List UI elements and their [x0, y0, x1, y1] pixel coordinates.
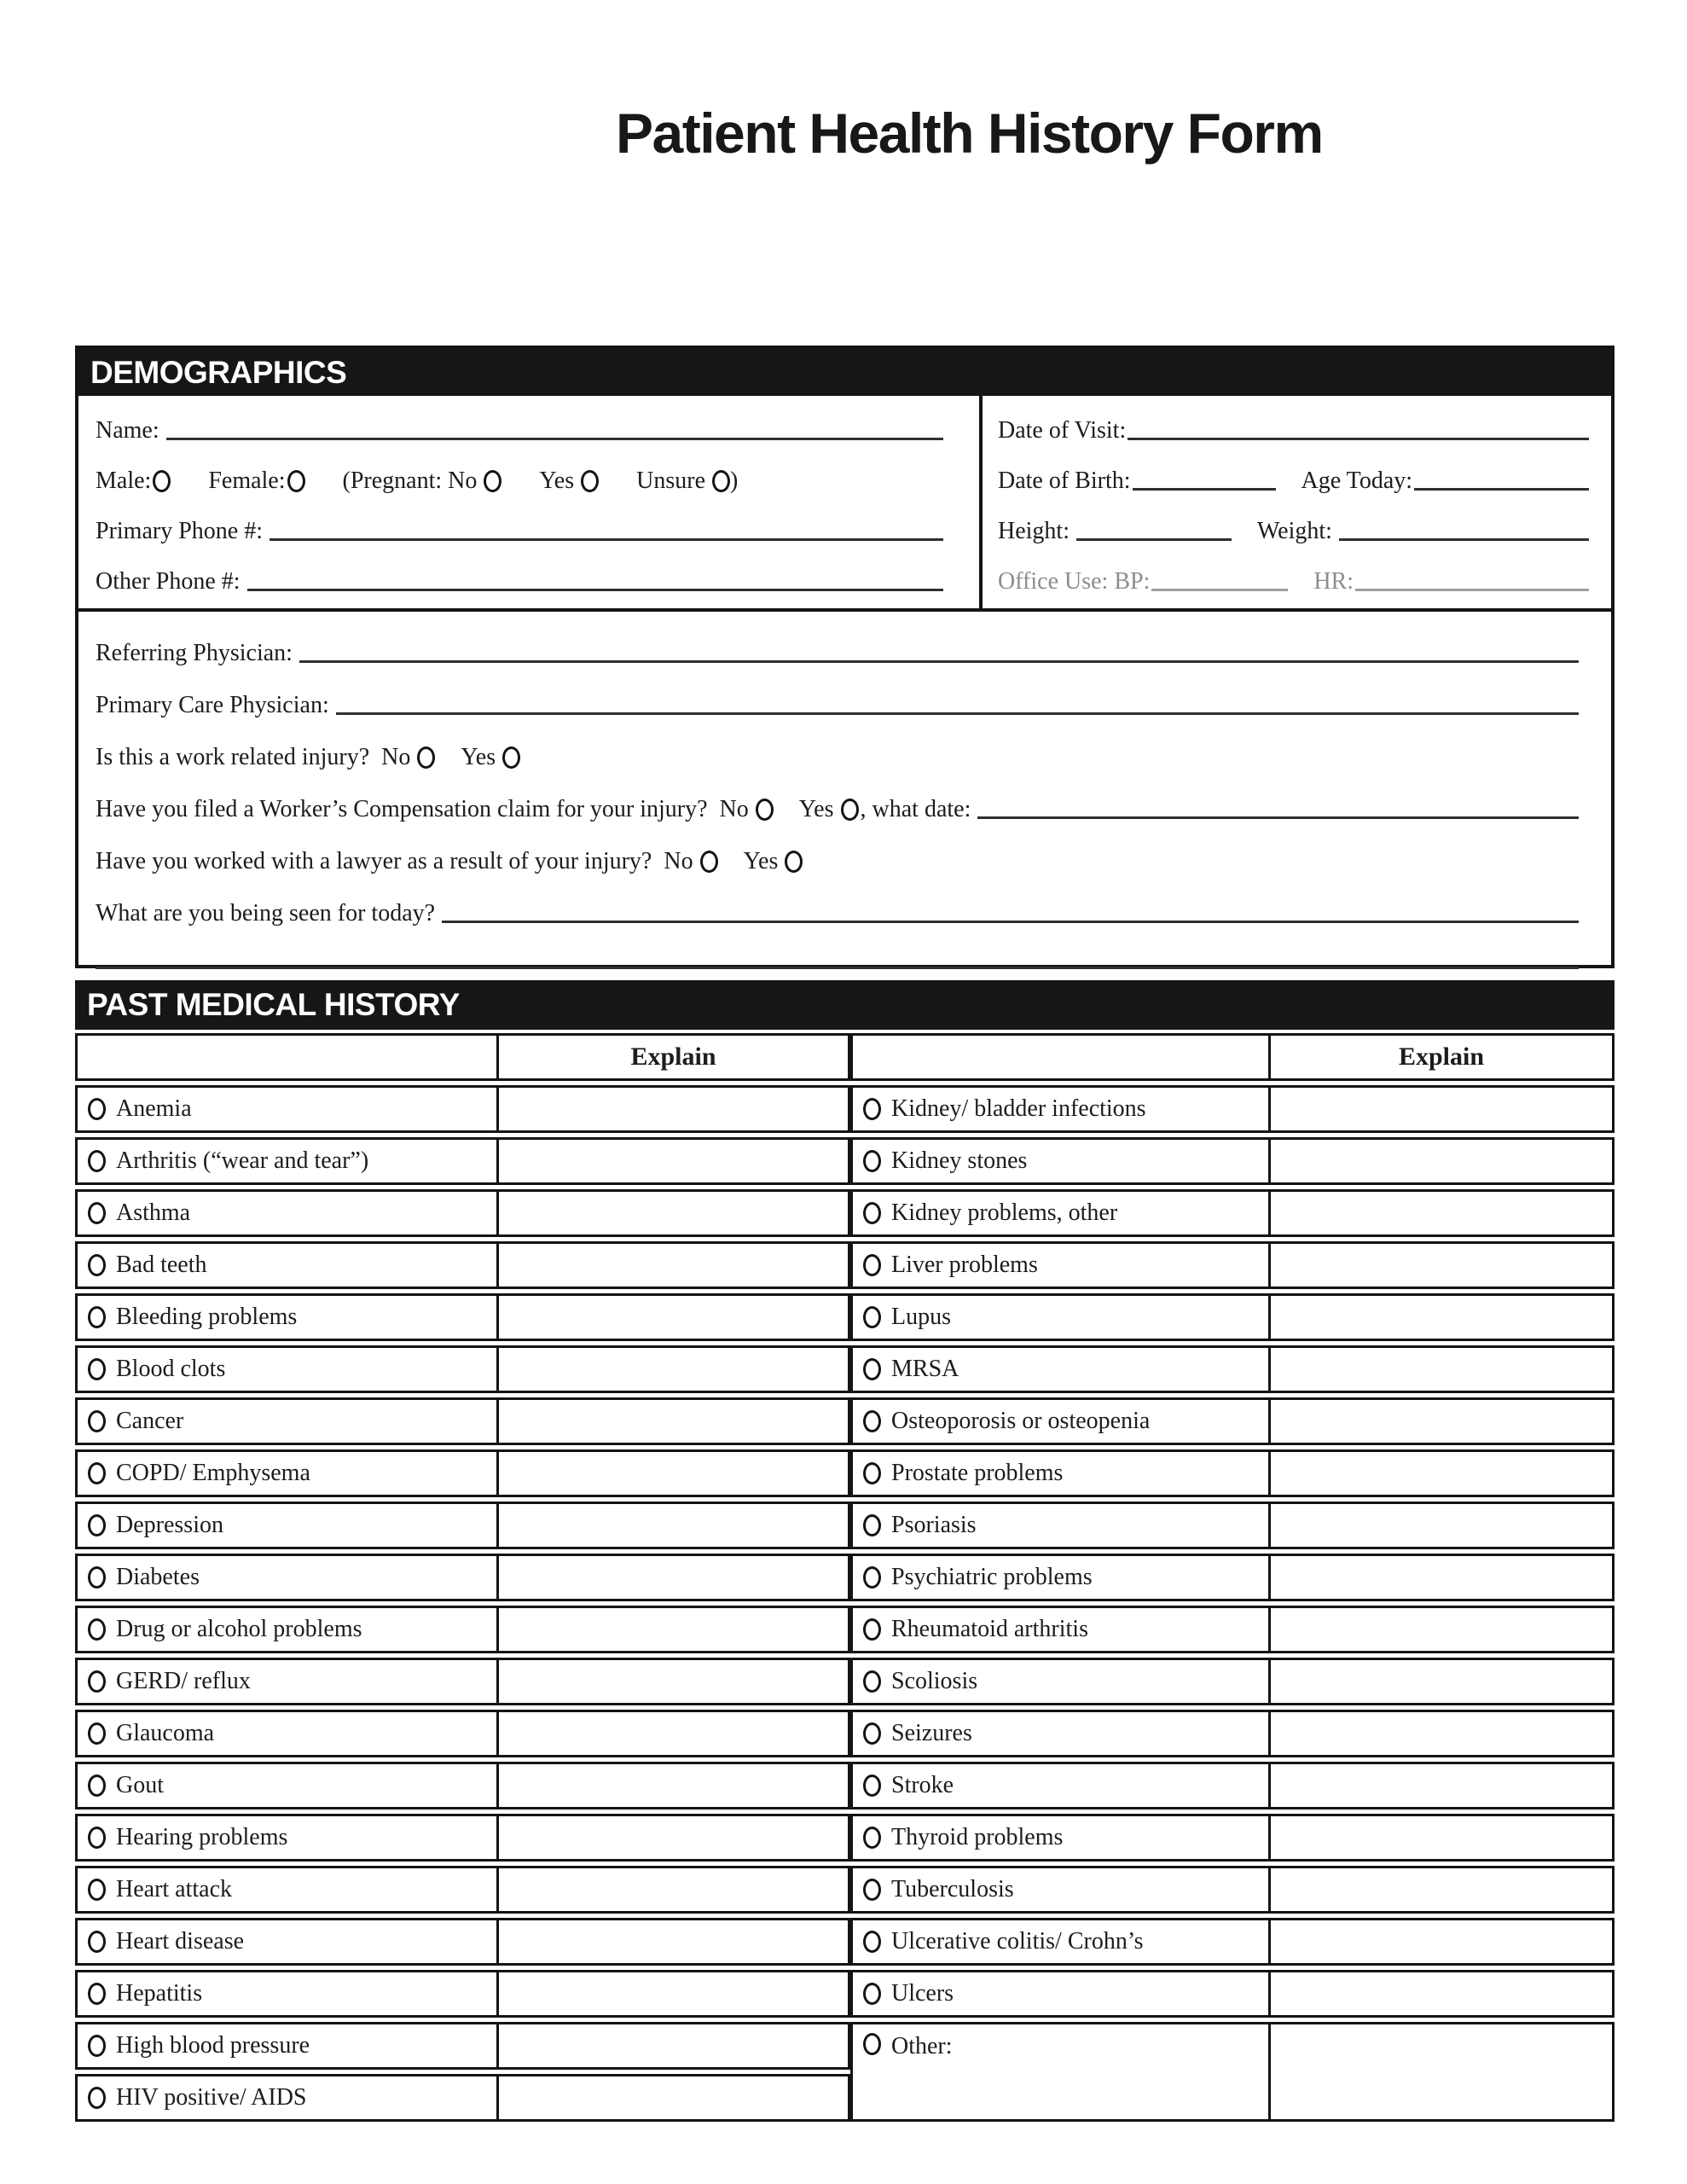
condition-radio-icon[interactable]: [863, 1983, 881, 2005]
name-label: Name:: [96, 417, 159, 444]
pregnant-unsure-radio-icon[interactable]: [712, 470, 730, 492]
pmh-row: [850, 1970, 1615, 2018]
condition-label: High blood pressure: [116, 2032, 310, 2059]
condition-cell: [78, 1868, 499, 1911]
explain-cell[interactable]: [499, 2077, 848, 2119]
workers-comp-row: [96, 778, 1579, 830]
condition-cell: [853, 1452, 1271, 1495]
demographics-section: [75, 346, 1615, 968]
pmh-row: [75, 1762, 850, 1809]
condition-label: Asthma: [116, 1199, 191, 1226]
explain-cell[interactable]: [499, 1088, 848, 1130]
condition-cell: [78, 1920, 499, 1963]
explain-cell[interactable]: [1271, 1764, 1612, 1807]
condition-radio-icon[interactable]: [88, 1254, 106, 1276]
explain-cell[interactable]: [1271, 1244, 1612, 1287]
work-injury-no-label: No: [381, 744, 411, 770]
condition-label: GERD/ reflux: [116, 1668, 251, 1694]
condition-radio-icon[interactable]: [88, 1983, 106, 2005]
explain-cell[interactable]: [1271, 1452, 1612, 1495]
condition-radio-icon[interactable]: [88, 2087, 106, 2109]
condition-header-cell: [78, 1036, 499, 1078]
date-of-visit-input-line[interactable]: [1128, 438, 1589, 440]
pmh-row: [850, 1137, 1615, 1185]
condition-radio-icon[interactable]: [88, 1514, 106, 1536]
condition-cell: [78, 1244, 499, 1287]
pmh-row: [850, 1449, 1615, 1497]
condition-header-cell: [853, 1036, 1271, 1078]
condition-radio-icon[interactable]: [88, 1931, 106, 1953]
explain-cell[interactable]: [1271, 1712, 1612, 1755]
pmh-row: [75, 1137, 850, 1185]
condition-label: Ulcerative colitis/ Crohn’s: [891, 1928, 1144, 1955]
condition-label: Blood clots: [116, 1356, 226, 1382]
pmh-row: [850, 1606, 1615, 1653]
pregnant-no-radio-icon[interactable]: [484, 470, 501, 492]
condition-label: Depression: [116, 1512, 223, 1538]
explain-cell[interactable]: [1271, 1972, 1612, 2015]
explain-cell[interactable]: [1271, 1348, 1612, 1391]
dob-age-row: [998, 451, 1589, 502]
pmh-right-half: [850, 1033, 1615, 2122]
primary-care-physician-label: Primary Care Physician:: [96, 692, 329, 718]
page-title: Patient Health History Form: [616, 102, 1323, 165]
explain-cell[interactable]: [499, 1400, 848, 1443]
work-injury-question: Is this a work related injury?: [96, 744, 370, 770]
condition-label: Glaucoma: [116, 1720, 215, 1746]
condition-label: Cancer: [116, 1408, 184, 1434]
condition-label: Hearing problems: [116, 1824, 288, 1850]
female-label: Female:: [208, 468, 286, 494]
explain-cell[interactable]: [499, 1764, 848, 1807]
demographics-right-column: [983, 396, 1611, 608]
condition-cell: [78, 1296, 499, 1339]
pmh-left-half: [75, 1033, 850, 2122]
pmh-row: [850, 1762, 1615, 1809]
condition-label: Heart attack: [116, 1876, 233, 1902]
condition-radio-icon[interactable]: [863, 1202, 881, 1224]
pmh-row: [75, 1866, 850, 1914]
condition-label: Thyroid problems: [891, 1824, 1064, 1850]
condition-cell: [853, 1088, 1271, 1130]
condition-label: MRSA: [891, 1356, 959, 1382]
explain-cell[interactable]: [499, 1712, 848, 1755]
weight-input-line[interactable]: [1339, 538, 1589, 541]
male-label: Male:: [96, 468, 152, 494]
date-of-visit-row: [998, 401, 1589, 451]
condition-cell: [853, 1244, 1271, 1287]
primary-phone-label: Primary Phone #:: [96, 518, 263, 544]
condition-radio-icon[interactable]: [863, 1254, 881, 1276]
pmh-row: [850, 1918, 1615, 1966]
condition-radio-icon[interactable]: [863, 1462, 881, 1484]
condition-radio-icon[interactable]: [88, 1566, 106, 1589]
condition-radio-icon[interactable]: [863, 1618, 881, 1641]
condition-cell: [853, 1712, 1271, 1755]
condition-radio-icon[interactable]: [88, 1827, 106, 1849]
name-input-line[interactable]: [166, 438, 943, 440]
demographics-header-bar: DEMOGRAPHICS: [78, 349, 1611, 396]
pmh-row: [850, 1710, 1615, 1757]
explain-cell[interactable]: [1271, 2024, 1612, 2119]
pmh-row: [75, 1293, 850, 1341]
seen-today-input-line[interactable]: [442, 921, 1579, 923]
pmh-row: [850, 1814, 1615, 1862]
condition-label: Psoriasis: [891, 1512, 977, 1538]
condition-cell: [853, 1608, 1271, 1651]
pregnant-yes-radio-icon[interactable]: [581, 470, 599, 492]
demographics-top-grid: [78, 396, 1611, 612]
condition-cell: [853, 1556, 1271, 1599]
other-phone-input-line[interactable]: [247, 589, 943, 591]
condition-cell: [853, 1192, 1271, 1234]
condition-radio-icon[interactable]: [88, 1618, 106, 1641]
bp-input-line[interactable]: [1151, 589, 1288, 591]
pmh-row: [75, 1449, 850, 1497]
pmh-row: [75, 2074, 850, 2122]
pmh-row: [75, 1658, 850, 1705]
pmh-row: [850, 1189, 1615, 1237]
seen-today-row: [96, 882, 1579, 934]
explain-cell[interactable]: [499, 1972, 848, 2015]
condition-radio-icon[interactable]: [88, 1098, 106, 1120]
condition-cell: [853, 1764, 1271, 1807]
other-phone-label: Other Phone #:: [96, 568, 241, 595]
pmh-left-header-row: [75, 1033, 850, 1081]
condition-label: Rheumatoid arthritis: [891, 1616, 1088, 1642]
lawyer-question: Have you worked with a lawyer as a result of your injury?: [96, 848, 652, 874]
condition-label: Drug or alcohol problems: [116, 1616, 362, 1642]
height-input-line[interactable]: [1076, 538, 1232, 541]
condition-cell: [78, 1192, 499, 1234]
condition-label: Bad teeth: [116, 1252, 207, 1278]
female-radio-icon[interactable]: [287, 470, 305, 492]
condition-label: Heart disease: [116, 1928, 245, 1955]
lawyer-yes-radio-icon[interactable]: [785, 851, 803, 873]
condition-label: Anemia: [116, 1095, 192, 1122]
pmh-row: [850, 1866, 1615, 1914]
pmh-row: [75, 1085, 850, 1133]
explain-cell[interactable]: [1271, 1868, 1612, 1911]
work-injury-yes-radio-icon[interactable]: [502, 746, 520, 769]
past-medical-table: [75, 1033, 1615, 2122]
explain-cell[interactable]: [499, 1660, 848, 1703]
other-phone-row: [96, 552, 943, 602]
weight-label: Weight:: [1257, 518, 1332, 544]
seen-today-question: What are you being seen for today?: [96, 900, 436, 926]
pmh-right-header-row: [850, 1033, 1615, 1081]
condition-cell: [78, 2024, 499, 2067]
explain-cell[interactable]: [1271, 1556, 1612, 1599]
referring-physician-input-line[interactable]: [299, 660, 1579, 663]
explain-cell[interactable]: [1271, 1400, 1612, 1443]
condition-radio-icon[interactable]: [863, 1306, 881, 1328]
height-weight-row: [998, 502, 1589, 552]
pmh-row: [850, 1293, 1615, 1341]
primary-care-physician-row: [96, 674, 1579, 726]
condition-label: Prostate problems: [891, 1460, 1064, 1486]
pmh-row: [75, 1606, 850, 1653]
office-use-row: [998, 552, 1589, 602]
condition-radio-icon[interactable]: [863, 1879, 881, 1901]
condition-cell: [853, 1816, 1271, 1859]
explain-cell[interactable]: [1271, 1660, 1612, 1703]
condition-cell: [78, 1712, 499, 1755]
condition-cell: [78, 2077, 499, 2119]
condition-radio-icon[interactable]: [88, 1202, 106, 1224]
workers-comp-no-radio-icon[interactable]: [756, 799, 774, 821]
condition-label: Bleeding problems: [116, 1304, 298, 1330]
pmh-row: [75, 1345, 850, 1393]
condition-cell: [78, 1660, 499, 1703]
pmh-row: [75, 1189, 850, 1237]
date-of-birth-input-line[interactable]: [1133, 488, 1276, 491]
explain-cell[interactable]: [1271, 1504, 1612, 1547]
condition-radio-icon[interactable]: [863, 1670, 881, 1693]
condition-radio-icon[interactable]: [88, 1722, 106, 1745]
office-use-bp-label: Office Use: BP:: [998, 568, 1151, 595]
explain-cell[interactable]: [499, 1816, 848, 1859]
pmh-row: [75, 1710, 850, 1757]
work-injury-yes-label: Yes: [461, 744, 496, 770]
lawyer-yes-label: Yes: [743, 848, 779, 874]
condition-cell: [78, 1400, 499, 1443]
condition-radio-icon[interactable]: [88, 1879, 106, 1901]
pregnant-unsure-label: Unsure: [636, 468, 705, 494]
condition-radio-icon[interactable]: [88, 1410, 106, 1432]
workers-comp-yes-label: Yes: [798, 796, 834, 822]
condition-cell: [853, 1660, 1271, 1703]
condition-cell: [78, 1608, 499, 1651]
explain-cell[interactable]: [499, 1244, 848, 1287]
height-label: Height:: [998, 518, 1070, 544]
explain-cell[interactable]: [499, 2024, 848, 2067]
condition-label: Diabetes: [116, 1564, 200, 1590]
condition-label: Stroke: [891, 1772, 954, 1798]
explain-cell[interactable]: [1271, 1296, 1612, 1339]
condition-radio-icon[interactable]: [863, 1827, 881, 1849]
condition-cell: [853, 1920, 1271, 1963]
past-medical-header-bar: PAST MEDICAL HISTORY: [75, 980, 1615, 1030]
pmh-row: [75, 1241, 850, 1289]
condition-cell: [78, 1452, 499, 1495]
explain-cell[interactable]: [499, 1192, 848, 1234]
condition-label: Lupus: [891, 1304, 951, 1330]
work-injury-no-radio-icon[interactable]: [417, 746, 435, 769]
condition-radio-icon[interactable]: [88, 1150, 106, 1172]
condition-cell: [78, 1816, 499, 1859]
condition-radio-icon[interactable]: [863, 1150, 881, 1172]
seen-today-extra-line[interactable]: [96, 967, 1579, 969]
pmh-row: [850, 1085, 1615, 1133]
condition-label: Other:: [891, 2033, 953, 2059]
condition-cell: [78, 1088, 499, 1130]
explain-header: Explain: [1398, 1043, 1485, 1071]
pmh-row: [75, 1970, 850, 2018]
condition-cell: [78, 1140, 499, 1182]
condition-label: Kidney stones: [891, 1147, 1028, 1174]
condition-label: Kidney/ bladder infections: [891, 1095, 1146, 1122]
condition-radio-icon[interactable]: [88, 1306, 106, 1328]
sex-row: [96, 451, 943, 502]
condition-label: Liver problems: [891, 1252, 1038, 1278]
what-date-label: , what date:: [860, 796, 971, 822]
condition-cell: [853, 1400, 1271, 1443]
explain-cell[interactable]: [499, 1504, 848, 1547]
pmh-row: [850, 1502, 1615, 1549]
condition-radio-icon[interactable]: [863, 1098, 881, 1120]
explain-cell[interactable]: [1271, 1192, 1612, 1234]
condition-cell: [78, 1504, 499, 1547]
condition-radio-icon[interactable]: [863, 1931, 881, 1953]
lawyer-no-radio-icon[interactable]: [700, 851, 718, 873]
condition-label: Osteoporosis or osteopenia: [891, 1408, 1151, 1434]
explain-cell[interactable]: [499, 1920, 848, 1963]
pmh-row: [75, 1918, 850, 1966]
primary-phone-input-line[interactable]: [270, 538, 943, 541]
workers-comp-no-label: No: [719, 796, 749, 822]
age-today-input-line[interactable]: [1414, 488, 1589, 491]
referring-physician-row: [96, 622, 1579, 674]
condition-cell: [78, 1764, 499, 1807]
condition-cell: [853, 1972, 1271, 2015]
seen-today-extra-row: [96, 948, 1579, 973]
pmh-row: [75, 1502, 850, 1549]
pmh-row: [850, 1345, 1615, 1393]
condition-cell: [853, 1296, 1271, 1339]
condition-label: Psychiatric problems: [891, 1564, 1093, 1590]
condition-label: Seizures: [891, 1720, 972, 1746]
pregnant-close-paren: ): [730, 468, 739, 494]
condition-cell: [853, 2024, 1271, 2119]
explain-cell[interactable]: [499, 1608, 848, 1651]
date-of-birth-label: Date of Birth:: [998, 468, 1131, 494]
condition-radio-icon[interactable]: [863, 2033, 881, 2055]
explain-cell[interactable]: [499, 1296, 848, 1339]
explain-cell[interactable]: [1271, 1140, 1612, 1182]
pmh-row: [850, 1658, 1615, 1705]
past-medical-history-section: [75, 980, 1615, 2122]
pregnant-yes-label: Yes: [539, 468, 575, 494]
lawyer-no-label: No: [664, 848, 693, 874]
condition-label: Ulcers: [891, 1980, 954, 2007]
explain-cell[interactable]: [499, 1556, 848, 1599]
condition-label: HIV positive/ AIDS: [116, 2084, 307, 2111]
condition-radio-icon[interactable]: [863, 1410, 881, 1432]
explain-cell[interactable]: [1271, 1816, 1612, 1859]
lawyer-row: [96, 830, 1579, 882]
demographics-questions: [78, 612, 1611, 973]
name-row: [96, 401, 943, 451]
condition-cell: [853, 1868, 1271, 1911]
pmh-row: [850, 2022, 1615, 2122]
explain-cell[interactable]: [499, 1348, 848, 1391]
pmh-row: [75, 1397, 850, 1445]
condition-radio-icon[interactable]: [88, 1358, 106, 1380]
primary-phone-row: [96, 502, 943, 552]
explain-cell[interactable]: [1271, 1608, 1612, 1651]
workers-comp-yes-radio-icon[interactable]: [841, 799, 859, 821]
workers-comp-question: Have you filed a Worker’s Compensation claim for your injury?: [96, 796, 708, 822]
date-of-visit-label: Date of Visit:: [998, 417, 1127, 444]
condition-label: Tuberculosis: [891, 1876, 1014, 1902]
condition-label: Kidney problems, other: [891, 1199, 1118, 1226]
condition-radio-icon[interactable]: [863, 1722, 881, 1745]
what-date-input-line[interactable]: [977, 816, 1579, 819]
explain-cell[interactable]: [1271, 1920, 1612, 1963]
condition-cell: [853, 1140, 1271, 1182]
explain-cell[interactable]: [499, 1140, 848, 1182]
explain-cell[interactable]: [499, 1868, 848, 1911]
referring-physician-label: Referring Physician:: [96, 640, 293, 666]
condition-label: Hepatitis: [116, 1980, 203, 2007]
condition-cell: [853, 1504, 1271, 1547]
explain-cell[interactable]: [1271, 1088, 1612, 1130]
pmh-row: [75, 2022, 850, 2070]
condition-radio-icon[interactable]: [88, 1670, 106, 1693]
condition-cell: [78, 1556, 499, 1599]
work-injury-row: [96, 726, 1579, 778]
condition-radio-icon[interactable]: [88, 1462, 106, 1484]
condition-cell: [853, 1348, 1271, 1391]
male-radio-icon[interactable]: [153, 470, 171, 492]
pmh-row: [850, 1397, 1615, 1445]
condition-radio-icon[interactable]: [863, 1774, 881, 1797]
age-today-label: Age Today:: [1301, 468, 1413, 494]
pmh-row: [850, 1554, 1615, 1601]
condition-radio-icon[interactable]: [88, 2035, 106, 2057]
condition-label: COPD/ Emphysema: [116, 1460, 310, 1486]
explain-cell[interactable]: [499, 1452, 848, 1495]
demographics-left-column: [78, 396, 983, 608]
condition-label: Scoliosis: [891, 1668, 978, 1694]
condition-label: Arthritis (“wear and tear”): [116, 1147, 369, 1174]
pmh-row: [75, 1814, 850, 1862]
pmh-row: [75, 1554, 850, 1601]
hr-label: HR:: [1313, 568, 1354, 595]
primary-care-physician-input-line[interactable]: [336, 712, 1579, 715]
pregnant-label: (Pregnant: No: [342, 468, 478, 494]
condition-radio-icon[interactable]: [863, 1566, 881, 1589]
pmh-row: [850, 1241, 1615, 1289]
explain-header: Explain: [630, 1043, 716, 1071]
condition-cell: [78, 1972, 499, 2015]
condition-label: Gout: [116, 1772, 164, 1798]
condition-radio-icon[interactable]: [863, 1358, 881, 1380]
condition-cell: [78, 1348, 499, 1391]
condition-radio-icon[interactable]: [88, 1774, 106, 1797]
hr-input-line[interactable]: [1355, 589, 1589, 591]
condition-radio-icon[interactable]: [863, 1514, 881, 1536]
